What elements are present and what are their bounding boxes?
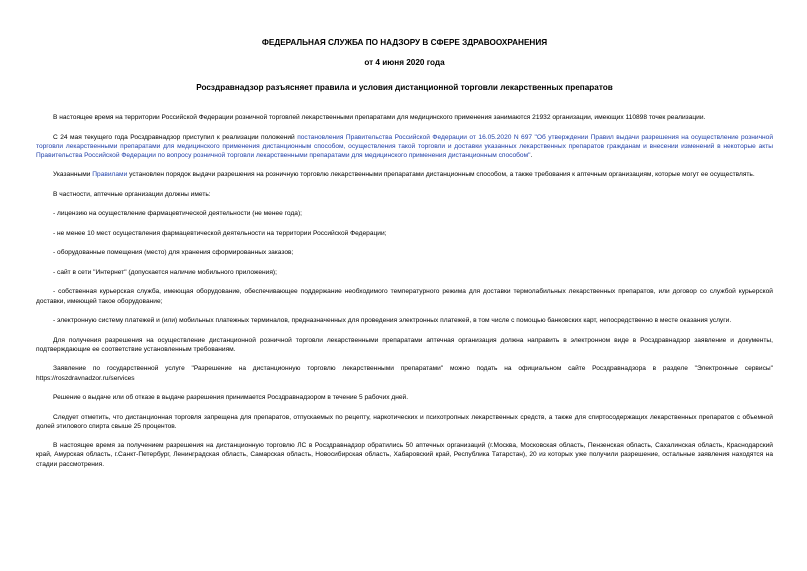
paragraph-resolution [36, 133, 773, 161]
requirement-license: - лицензию на осуществление фармацевтической деятельности (не менее года); [53, 210, 302, 218]
requirement-locations: - не менее 10 мест осуществления фармацевтической деятельности на территории Российской Федерации; [53, 229, 387, 237]
paragraph-requirements-intro: В частности, аптечные организации должны иметь: [53, 190, 211, 198]
document-title: Росздравнадзор разъясняет правила и условия дистанционной торговли лекарственных препаратов [196, 83, 613, 92]
paragraph-status: В настоящее время за получением разрешения на дистанционную торговлю ЛС в Росздравнадзор обратились 50 аптечных организаций (г.Москва, Московская область, Пензенская область, Сахалинская область, Краснодарский край, Амурская область, г.Санкт-Петербург, Ленинградская область, Самарская область, Новосибирская область, Хабаровский край, Республика Татарстан), 20 из которых уже получили разрешение, остальные заявления находятся на стадии рассмотрения. [36, 442, 773, 468]
requirement-storage: - оборудованные помещения (место) для хранения сформированных заказов; [53, 249, 294, 257]
paragraph-decision: Решение о выдаче или об отказе в выдаче разрешения принимается Росздравнадзором в течение 5 рабочих дней. [53, 394, 409, 402]
paragraph-intro: В настоящее время на территории Российской Федерации розничной торговлей лекарственными препаратами для медицинского применения занимаются 21932 организации, имеющих 110898 точек реализации. [53, 114, 706, 121]
paragraph-state-service: Заявление по государственной услуге "Разрешение на дистанционную торговлю лекарственными препаратами" можно подать на официальном сайте Росздравнадзора в разделе "Электронные сервисы" https://roszdravnadzor.ru/services [36, 365, 773, 382]
paragraph-application: Для получения разрешения на осуществление дистанционной розничной торговли лекарственными препаратами аптечная организация должна направить в электронном виде в Росздравнадзор заявление и документы, подтверждающие ее соответствие установленным требованиям. [36, 336, 773, 353]
requirement-payments: - электронную систему платежей и (или) мобильных платежных терминалов, предназначенных для проведения электронных платежей, в том числе с помощью банковских карт, непосредственно в месте оказания услуги. [53, 317, 732, 325]
paragraph-rules-lead: Указанными [53, 171, 93, 179]
requirement-courier: - собственная курьерская служба, имеющая оборудование, обеспечивающее поддержание необходимого температурного режима для доставки термолабильных лекарственных препаратов, или договор со службой курьерской доставки, имеющей такое оборудование; [36, 288, 773, 305]
paragraph-resolution-tail: . [530, 151, 533, 159]
document-date: от 4 июня 2020 года [364, 58, 445, 67]
organization-heading: ФЕДЕРАЛЬНАЯ СЛУЖБА ПО НАДЗОРУ В СФЕРЕ ЗДРАВООХРАНЕНИЯ [261, 38, 548, 47]
paragraph-rules [36, 170, 773, 179]
rules-link[interactable]: Правилами [92, 171, 128, 179]
document-body [36, 113, 773, 469]
paragraph-resolution-lead: С 24 мая текущего года Росздравнадзор приступил к реализации положений [53, 133, 298, 141]
resolution-link[interactable]: постановления Правительства Российской Федерации от 16.05.2020 N 697 "Об утверждении Правил выдачи разрешения на осуществление розничной торговли лекарственными препаратами для медицинского применения дистанционным способом, осуществления такой торговли и доставки указанных лекарственных препаратов гражданам и внесении изменений в некоторые акты Правительства Российской Федерации по вопросу розничной торговли лекарственными препаратами для медицинского применения дистанционным способом" [36, 133, 773, 159]
paragraph-rules-tail: установлен порядок выдачи разрешения на розничную торговлю лекарственными препаратами дистанционным способом, а также требования к аптечным организациям, которые могут ее осуществлять. [127, 171, 755, 179]
requirement-website: - сайт в сети "Интернет" (допускается наличие мобильного приложения); [53, 268, 277, 276]
paragraph-restrictions: Следует отметить, что дистанционная торговля запрещена для препаратов, отпускаемых по рецепту, наркотических и психотропных лекарственных средств, а также для спиртосодержащих лекарственных препаратов с объемной долей этилового спирта свыше 25 процентов. [36, 413, 773, 430]
